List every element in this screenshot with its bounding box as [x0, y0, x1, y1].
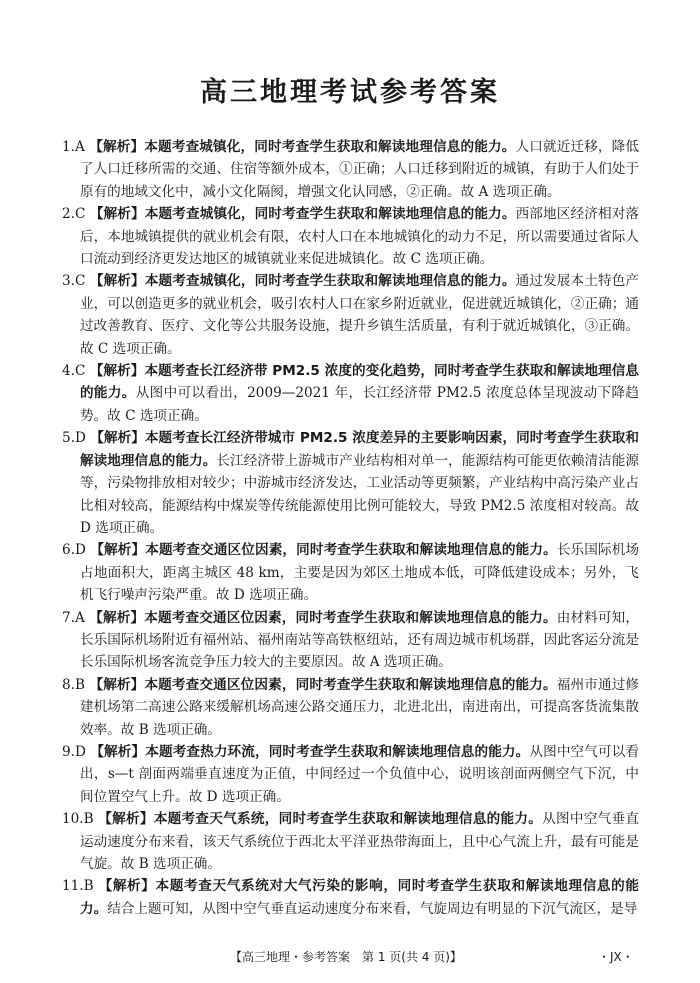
answer-text: 从图中空气可以看出，s—t 剖面两端垂直速度为正值，中间经过一个负值中心，说明该剖面两侧空气下沉，中间位置空气上升。故 D 选项正确。 — [80, 743, 640, 805]
analysis-tag: 【解析】 — [89, 676, 145, 693]
analysis-tag: 【解析】 — [89, 363, 145, 380]
answer-focus: 本题考查长江经济带 PM2.5 浓度的变化趋势，同时考查学生获取和解读地理信息的能力。 — [80, 363, 639, 402]
answer-number: 2.C — [62, 206, 86, 223]
analysis-tag: 【解析】 — [98, 811, 154, 828]
answer-focus: 本题考查长江经济带城市 PM2.5 浓度差异的主要影响因素，同时考查学生获取和解读地理信息的能力。 — [80, 430, 639, 469]
analysis-tag: 【解析】 — [89, 206, 145, 223]
footer-page-info: 【高三地理・参考答案 第 1 页(共 4 页)】 — [230, 950, 462, 964]
answer-item-5 — [62, 427, 639, 539]
analysis-tag: 【解析】 — [89, 273, 145, 290]
answer-text: 福州市通过修建机场第二高速公路来缓解机场高速公路交通压力，北进北出，南进南出，可提高客货流集散效率。故 B 选项正确。 — [80, 676, 640, 738]
answer-focus: 本题考查交通区位因素，同时考查学生获取和解读地理信息的能力。 — [145, 542, 557, 559]
answer-number: 4.C — [62, 363, 86, 380]
answer-number: 8.B — [62, 676, 85, 693]
answer-text: 从图中可以看出，2009—2021 年，长江经济带 PM2.5 浓度总体呈现波动下降趋势。故 C 选项正确。 — [80, 385, 639, 424]
answer-item-3 — [62, 270, 639, 360]
answer-number: 5.D — [62, 430, 86, 447]
answer-focus: 本题考查天气系统，同时考查学生获取和解读地理信息的能力。 — [153, 811, 543, 828]
answer-text: 人口就近迁移，降低了人口迁移所需的交通、住宿等额外成本，①正确；人口迁移到附近的城镇，有助于人们处于原有的地域文化中，减小文化隔阂，增强文化认同感，②正确。故 A 选项正确。 — [80, 139, 640, 200]
answer-item-7 — [62, 607, 639, 674]
answer-item-1 — [62, 136, 639, 203]
answer-item-2 — [62, 203, 639, 270]
answer-text: 通过发展本土特色产业，可以创造更多的就业机会，吸引农村人口在家乡附近就业，促进就近城镇化，②正确；通过改善教育、医疗、文化等公共服务设施，提升乡镇生活质量，有利于就近城镇化，③正确。故 C 选项正确。 — [80, 273, 640, 357]
answer-item-6 — [62, 539, 639, 606]
answer-text: 结合上题可知，从图中空气垂直运动速度分布来看，气旋周边有明显的下沉气流区，是导 — [107, 900, 638, 917]
answer-item-10 — [62, 808, 639, 875]
answer-number: 6.D — [62, 542, 86, 559]
footer-edition-code: ・JX・ — [598, 950, 634, 964]
answer-text: 从图中空气垂直运动速度分布来看，该天气系统位于西北太平洋亚热带海面上，且中心气流上升，最有可能是气旋。故 B 选项正确。 — [80, 811, 640, 872]
answer-text: 西部地区经济相对落后，本地城镇提供的就业机会有限，农村人口在本地城镇化的动力不足，所以需要通过省际人口流动到经济更发达地区的城镇就业来促进城镇化。故 C 选项正确。 — [80, 206, 640, 268]
answer-focus: 本题考查城镇化，同时考查学生获取和解读地理信息的能力。 — [144, 206, 516, 223]
answer-list — [62, 136, 639, 920]
answer-number: 9.D — [62, 743, 86, 760]
answer-focus: 本题考查城镇化，同时考查学生获取和解读地理信息的能力。 — [144, 273, 516, 290]
page-footer — [0, 948, 700, 968]
answer-number: 10.B — [62, 811, 94, 828]
answer-text: 长乐国际机场占地面积大，距离主城区 48 km，主要是因为郊区土地成本低，可降低建设成本；另外，飞机飞行噪声污染严重。故 D 选项正确。 — [80, 542, 640, 604]
answer-focus: 本题考查城镇化，同时考查学生获取和解读地理信息的能力。 — [144, 139, 516, 155]
answer-text: 长江经济带上游城市产业结构相对单一，能源结构可能更依赖清洁能源等，污染物排放相对较少；中游城市经济发达，工业活动等更频繁，产业结构中高污染产业占比相对较高，能源结构中煤炭等传统能源使用比例可能较大，导致 PM2.5 浓度相对较高。故 D 选项正确。 — [80, 452, 640, 536]
page-title: 高三地理考试参考答案 — [200, 77, 500, 108]
answer-number: 1.A — [62, 139, 85, 155]
answer-item-8 — [62, 674, 639, 741]
answer-focus: 本题考查交通区位因素，同时考查学生获取和解读地理信息的能力。 — [144, 609, 557, 626]
answer-item-11 — [62, 875, 639, 920]
answer-focus: 本题考查热力环流，同时考查学生获取和解读地理信息的能力。 — [145, 743, 530, 760]
answer-number: 7.A — [62, 609, 85, 626]
answer-item-9 — [62, 741, 639, 808]
answer-number: 11.B — [62, 878, 94, 895]
answer-number: 3.C — [62, 273, 86, 290]
analysis-tag: 【解析】 — [89, 609, 145, 626]
answer-item-4 — [62, 360, 639, 427]
analysis-tag: 【解析】 — [98, 878, 156, 895]
analysis-tag: 【解析】 — [90, 743, 146, 760]
answer-text: 由材料可知，长乐国际机场附近有福州站、福州南站等高铁枢纽站，还有周边城市机场群，因此客运分流是长乐国际机场客流竞争压力较大的主要原因。故 A 选项正确。 — [80, 609, 640, 671]
answer-focus: 本题考查交通区位因素，同时考查学生获取和解读地理信息的能力。 — [144, 676, 557, 693]
answer-focus: 本题考查天气系统对大气污染的影响，同时考查学生获取和解读地理信息的能力。 — [80, 878, 640, 917]
analysis-tag: 【解析】 — [90, 430, 145, 447]
analysis-tag: 【解析】 — [89, 139, 145, 155]
analysis-tag: 【解析】 — [90, 542, 146, 559]
